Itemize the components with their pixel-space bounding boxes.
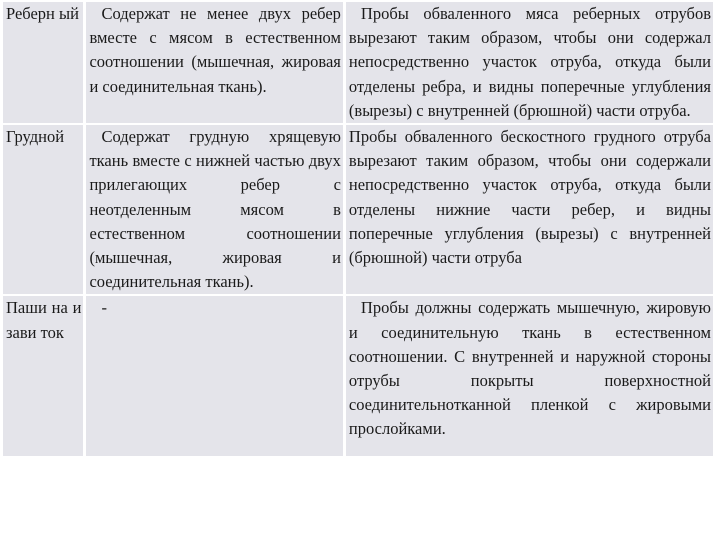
sampling-method-cell: Пробы обваленного мяса реберных отрубов вырезают таким образом, чтобы они содержал непосредственно участок отруба, откуда были отделены ребра, и видны поперечные углубления (вырезы) с внутренней (брюшной) части отруба. xyxy=(346,2,713,123)
table-row xyxy=(3,125,713,294)
cut-category-cell: Реберн ый xyxy=(3,2,83,123)
cut-composition-cell: Содержат грудную хрящевую ткань вместе с нижней частью двух прилегающих ребер с неотделенным мясом в естественном соотношении (мышечная, жировая и соединительная ткань). xyxy=(86,125,342,294)
cut-composition-cell: Содержат не менее двух ребер вместе с мясом в естественном соотношении (мышечная, жировая и соединительная ткань). xyxy=(86,2,342,123)
cut-composition-cell: - xyxy=(86,296,342,456)
cut-category-cell: Грудной xyxy=(3,125,83,294)
sampling-method-cell: Пробы обваленного бескостного грудного отруба вырезают таким образом, чтобы они содержали непосредственно участок отруба, откуда были отделены нижние части ребер, и видны поперечные углубления (вырезы) с внутренней (брюшной) части отруба xyxy=(346,125,713,294)
table-row xyxy=(3,296,713,456)
sampling-method-cell: Пробы должны содержать мышечную, жировую и соединительную ткань в естественном соотношении. С внутренней и наружной стороны отрубы покрыты поверхностной соединительнотканной пленкой с жировыми прослойками. xyxy=(346,296,713,456)
table-row xyxy=(3,2,713,123)
cut-category-cell: Паши на и зави ток xyxy=(3,296,83,456)
